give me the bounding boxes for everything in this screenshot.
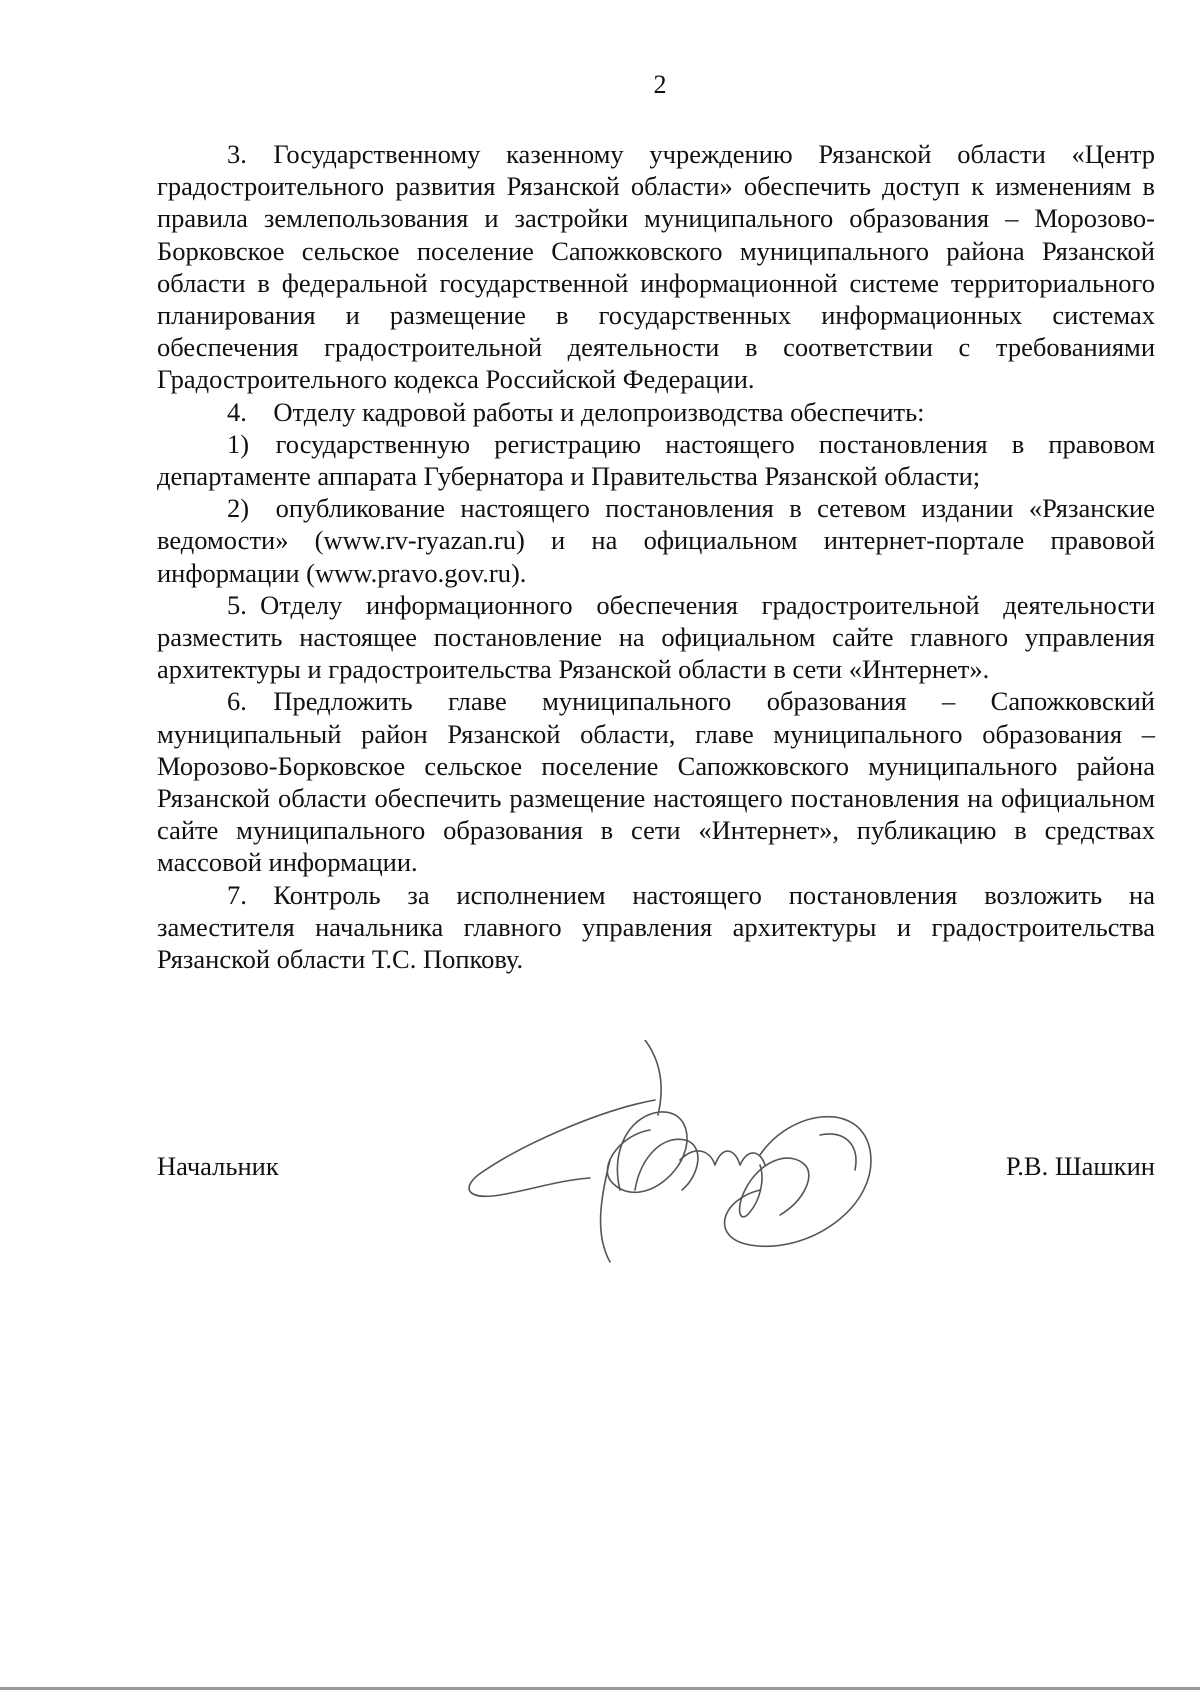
paragraph-4-1: 1) государственную регистрацию настоящего постановления в правовом департаменте аппарата Губернатора и Правительства Рязанской области; <box>157 428 1155 492</box>
bottom-divider <box>0 1687 1200 1690</box>
paragraph-4-2: 2) опубликование настоящего постановления в сетевом издании «Рязанские ведомости» (www.rv-ryazan.ru) и на официальном интернет-портале правовой информации (www.pravo.gov.ru). <box>157 493 1155 588</box>
handwritten-signature <box>460 1040 900 1270</box>
signatory-role: Начальник <box>157 1151 279 1181</box>
document-body <box>157 138 1155 975</box>
signatory-name: Р.В. Шашкин <box>1005 1151 1155 1181</box>
paragraph-5: 5. Отделу информационного обеспечения градостроительной деятельности разместить настоящее постановление на официальном сайте главного управления архитектуры и градостроительства Рязанской области в сети «Интернет». <box>157 589 1155 685</box>
paragraph-3: 3. Государственному казенному учреждению Рязанской области «Центр градостроительного развития Рязанской области» обеспечить доступ к изменениям в правила землепользования и застройки муниципального образования – Морозово-Борковское сельское поселение Сапожковского муниципального района Рязанской области в федеральной государственной информационной системе территориального планирования и размещение в государственных информационных системах обеспечения градостроительной деятельности в соответствии с требованиями Градостроительного кодекса Российской Федерации. <box>157 139 1155 395</box>
page-number: 2 <box>653 70 667 99</box>
paragraph-4: 4. Отделу кадровой работы и делопроизводства обеспечить: <box>227 396 925 427</box>
paragraph-7: 7. Контроль за исполнением настоящего постановления возложить на заместителя начальника главного управления архитектуры и градостроительства Рязанской области Т.С. Попкову. <box>157 879 1155 975</box>
paragraph-6: 6. Предложить главе муниципального образования – Сапожковский муниципальный район Рязанской области, главе муниципального образования – Морозово-Борковское сельское поселение Сапожковского муниципального района Рязанской области обеспечить размещение настоящего постановления на официальном сайте муниципального образования в сети «Интернет», публикацию в средствах массовой информации. <box>157 686 1155 878</box>
